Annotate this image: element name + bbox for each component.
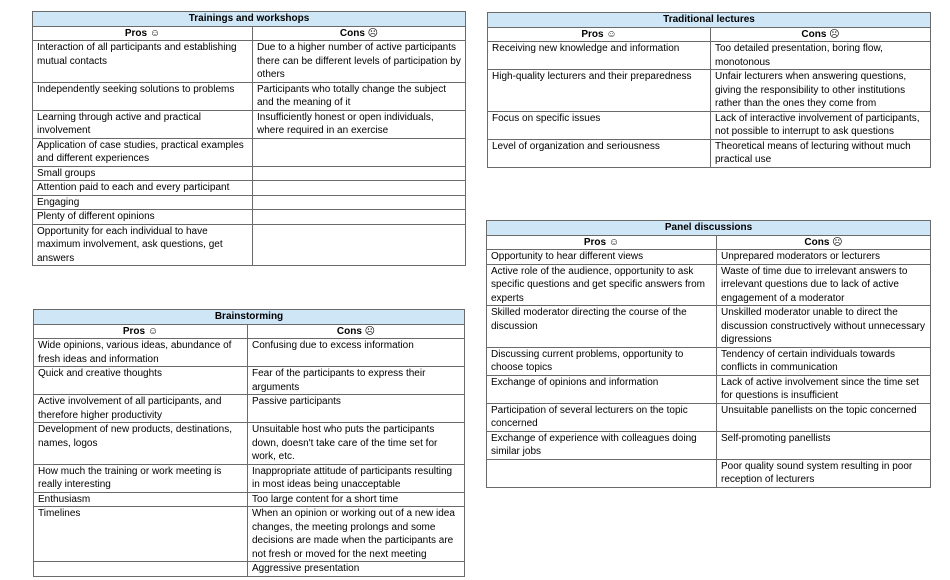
table-row [33,82,466,110]
con-cell: Unprepared moderators or lecturers [717,250,931,265]
cons-label: Cons [804,236,830,248]
trainings-workshops-table [32,11,466,266]
sad-face-icon: ☹ [367,27,379,39]
pro-cell: Exchange of opinions and information [487,375,717,403]
con-cell: Passive participants [248,395,465,423]
table-row [488,70,931,112]
table-row [488,139,931,167]
table-title: Traditional lectures [488,13,931,28]
con-cell: Self-promoting panellists [717,431,931,459]
traditional-lectures-table [487,12,931,168]
con-cell: Insufficiently honest or open individuals, where required in an exercise [253,110,466,138]
table-row [34,464,465,492]
pro-cell: Wide opinions, various ideas, abundance of fresh ideas and information [34,339,248,367]
cons-label: Cons [801,28,827,40]
pros-label: Pros [583,236,607,248]
cons-label: Cons [336,325,362,337]
pros-header [33,26,253,41]
pro-cell: How much the training or work meeting is really interesting [34,464,248,492]
pro-cell: Timelines [34,507,248,562]
pro-cell: Active involvement of all participants, and therefore higher productivity [34,395,248,423]
table-title: Panel discussions [487,221,931,236]
con-cell: Participants who totally change the subject and the meaning of it [253,82,466,110]
table-title: Brainstorming [34,310,465,325]
table-row [34,492,465,507]
table-row [487,306,931,348]
pro-cell: Quick and creative thoughts [34,367,248,395]
con-cell [253,181,466,196]
con-cell: Tendency of certain individuals towards conflicts in communication [717,347,931,375]
con-cell: When an opinion or working out of a new idea changes, the meeting prolongs and some decisions are made when the participants are not fresh or moved for the next meeting [248,507,465,562]
pro-cell [34,562,248,577]
table-row [487,375,931,403]
table-row [487,459,931,487]
pro-cell: Attention paid to each and every participant [33,181,253,196]
pro-cell: Application of case studies, practical examples and different experiences [33,138,253,166]
table-row [34,562,465,577]
con-cell: Poor quality sound system resulting in poor reception of lecturers [717,459,931,487]
brainstorming-table [33,309,465,577]
pro-cell: Opportunity to hear different views [487,250,717,265]
table-row [487,250,931,265]
table-row [487,264,931,306]
con-cell: Unsuitable host who puts the participants down, doesn't take care of the time set for work, etc. [248,423,465,465]
table-row [487,347,931,375]
pro-cell: Active role of the audience, opportunity to ask specific questions and get specific answers from experts [487,264,717,306]
pro-cell: Focus on specific issues [488,111,711,139]
pro-cell: Skilled moderator directing the course of the discussion [487,306,717,348]
cons-label: Cons [339,27,365,39]
pros-header [488,27,711,42]
pro-cell: Small groups [33,166,253,181]
con-cell: Unsuitable panellists on the topic concerned [717,403,931,431]
con-cell: Lack of interactive involvement of participants, not possible to interrupt to ask questions [711,111,931,139]
smiley-face-icon: ☺ [149,27,161,39]
table-row [33,181,466,196]
cons-header [717,235,931,250]
table-row [33,224,466,266]
pro-cell: Discussing current problems, opportunity to choose topics [487,347,717,375]
pros-header [487,235,717,250]
cons-header [253,26,466,41]
pro-cell: Participation of several lecturers on the topic concerned [487,403,717,431]
con-cell: Inappropriate attitude of participants resulting in most ideas being unacceptable [248,464,465,492]
pros-label: Pros [122,325,146,337]
table-row [34,367,465,395]
pro-cell: Engaging [33,195,253,210]
con-cell: Unfair lecturers when answering questions, giving the responsibility to other institutions rather than the ones they come from [711,70,931,112]
con-cell: Fear of the participants to express their arguments [248,367,465,395]
pro-cell: Level of organization and seriousness [488,139,711,167]
pro-cell: Enthusiasm [34,492,248,507]
con-cell [253,138,466,166]
con-cell [253,210,466,225]
pro-cell: Development of new products, destinations, names, logos [34,423,248,465]
table-row [34,423,465,465]
con-cell: Confusing due to excess information [248,339,465,367]
cons-header [711,27,931,42]
con-cell: Lack of active involvement since the time set for questions is insufficient [717,375,931,403]
smiley-face-icon: ☺ [608,236,620,248]
con-cell: Waste of time due to irrelevant answers to irrelevant questions due to lack of active engagement of a moderator [717,264,931,306]
table-row [34,339,465,367]
table-title: Trainings and workshops [33,12,466,27]
table-row [33,110,466,138]
pros-label: Pros [124,27,148,39]
con-cell: Theoretical means of lecturing without much practical use [711,139,931,167]
pro-cell [487,459,717,487]
smiley-face-icon: ☺ [147,325,159,337]
table-row [33,41,466,83]
pro-cell: Receiving new knowledge and information [488,42,711,70]
pro-cell: Independently seeking solutions to problems [33,82,253,110]
cons-header [248,324,465,339]
table-row [487,431,931,459]
pro-cell: High-quality lecturers and their preparedness [488,70,711,112]
table-row [34,507,465,562]
table-row [33,166,466,181]
pros-header [34,324,248,339]
smiley-face-icon: ☺ [606,28,617,40]
con-cell: Unskilled moderator unable to direct the discussion constructively without unnecessary digressions [717,306,931,348]
table-row [487,403,931,431]
sad-face-icon: ☹ [832,236,843,248]
table-row [33,210,466,225]
con-cell: Due to a higher number of active participants there can be different levels of participation by others [253,41,466,83]
table-row [488,42,931,70]
pro-cell: Plenty of different opinions [33,210,253,225]
table-row [33,195,466,210]
table-row [488,111,931,139]
pro-cell: Interaction of all participants and establishing mutual contacts [33,41,253,83]
con-cell [253,224,466,266]
table-row [33,138,466,166]
sad-face-icon: ☹ [364,325,376,337]
pro-cell: Learning through active and practical involvement [33,110,253,138]
con-cell [253,195,466,210]
pros-label: Pros [581,28,604,40]
con-cell [253,166,466,181]
con-cell: Aggressive presentation [248,562,465,577]
con-cell: Too detailed presentation, boring flow, monotonous [711,42,931,70]
table-row [34,395,465,423]
sad-face-icon: ☹ [829,28,840,40]
con-cell: Too large content for a short time [248,492,465,507]
pro-cell: Opportunity for each individual to have maximum involvement, ask questions, get answers [33,224,253,266]
pro-cell: Exchange of experience with colleagues doing similar jobs [487,431,717,459]
panel-discussions-table [486,220,931,488]
